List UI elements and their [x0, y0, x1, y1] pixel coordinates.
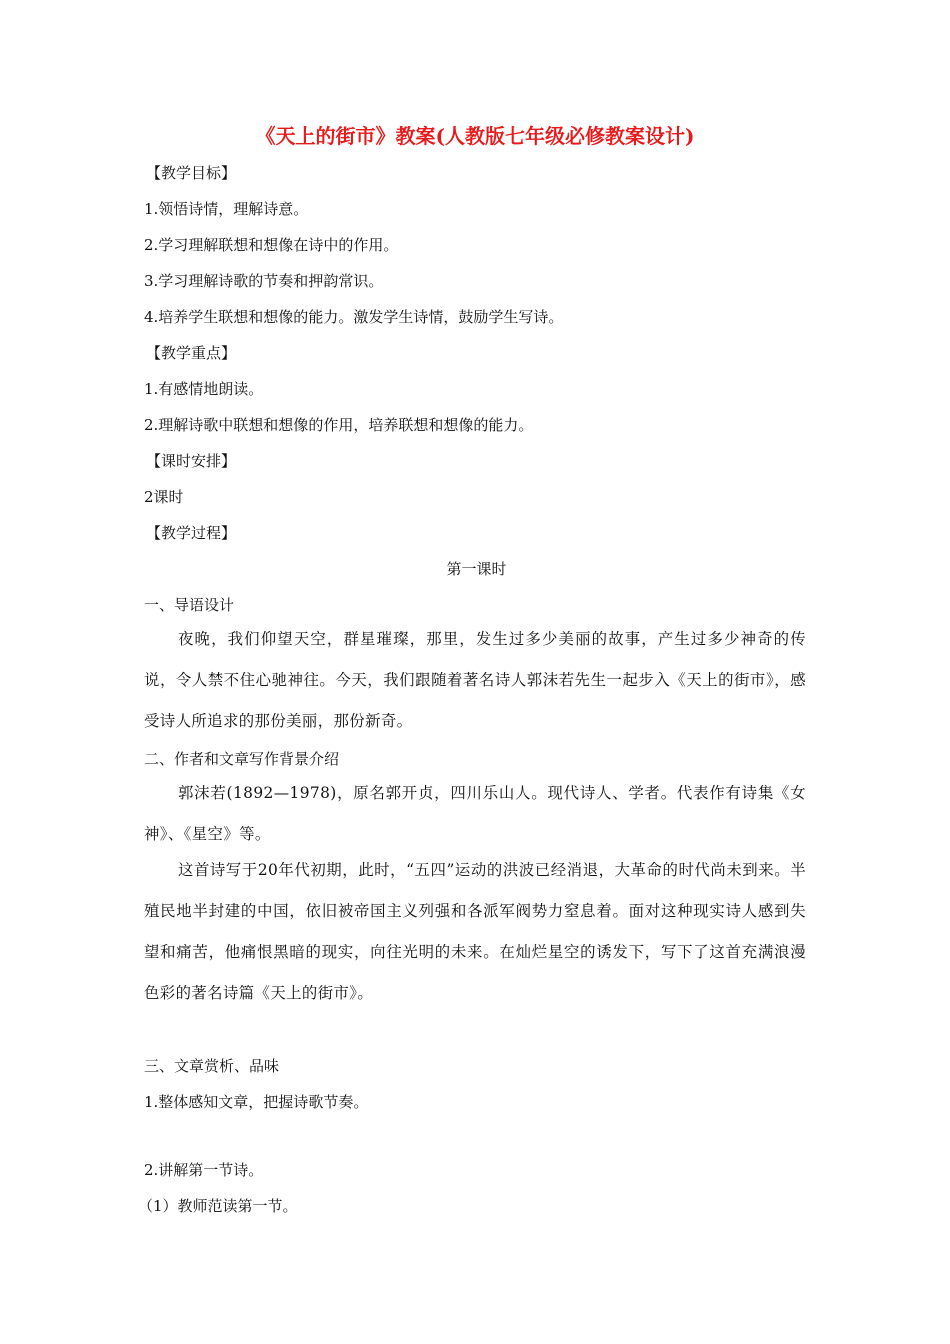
key-points-heading: 【教学重点】	[146, 344, 237, 362]
objective-item: 3.学习理解诗歌的节奏和押韵常识。	[144, 272, 384, 290]
analysis-subitem: （1）教师范读第一节。	[138, 1197, 298, 1215]
section-heading-author: 二、作者和文章写作背景介绍	[144, 750, 340, 768]
objectives-heading: 【教学目标】	[146, 164, 237, 182]
background-paragraph: 这首诗写于20年代初期，此时，“五四”运动的洪波已经消退，大革命的时代尚未到来。半殖民地半封建的中国，依旧被帝国主义列强和各派军阀势力窒息着。面对这种现实诗人感到失望和痛苦，他痛恨黑暗的现实，向往光明的未来。在灿烂星空的诱发下，写下了这首充满浪漫色彩的著名诗篇《天上的街市》。	[144, 861, 806, 1002]
key-point-item: 2.理解诗歌中联想和想像的作用，培养联想和想像的能力。	[144, 416, 534, 434]
document-title: 《天上的街市》教案(人教版七年级必修教案设计)	[255, 124, 695, 148]
lesson-one-heading: 第一课时	[446, 560, 507, 578]
process-heading: 【教学过程】	[146, 524, 237, 542]
schedule-text: 2课时	[144, 488, 184, 506]
objective-item: 1.领悟诗情，理解诗意。	[144, 200, 309, 218]
section-heading-intro: 一、导语设计	[144, 596, 235, 614]
intro-paragraph: 夜晚，我们仰望天空，群星璀璨，那里，发生过多少美丽的故事，产生过多少神奇的传说，令人禁不住心驰神往。今天，我们跟随着著名诗人郭沫若先生一起步入《天上的街市》，感受诗人所追求的那份美丽，那份新奇。	[144, 630, 806, 730]
author-paragraph: 郭沫若(1892—1978)，原名郭开贞，四川乐山人。现代诗人、学者。代表作有诗集《女神》、《星空》等。	[144, 784, 806, 843]
objective-item: 2.学习理解联想和想像在诗中的作用。	[144, 236, 399, 254]
analysis-item: 1.整体感知文章，把握诗歌节奏。	[144, 1093, 369, 1111]
key-point-item: 1.有感情地朗读。	[144, 380, 264, 398]
analysis-item: 2.讲解第一节诗。	[144, 1161, 264, 1179]
schedule-heading: 【课时安排】	[146, 452, 237, 470]
objective-item: 4.培养学生联想和想像的能力。激发学生诗情，鼓励学生写诗。	[144, 308, 564, 326]
section-heading-analysis: 三、文章赏析、品味	[144, 1057, 280, 1075]
